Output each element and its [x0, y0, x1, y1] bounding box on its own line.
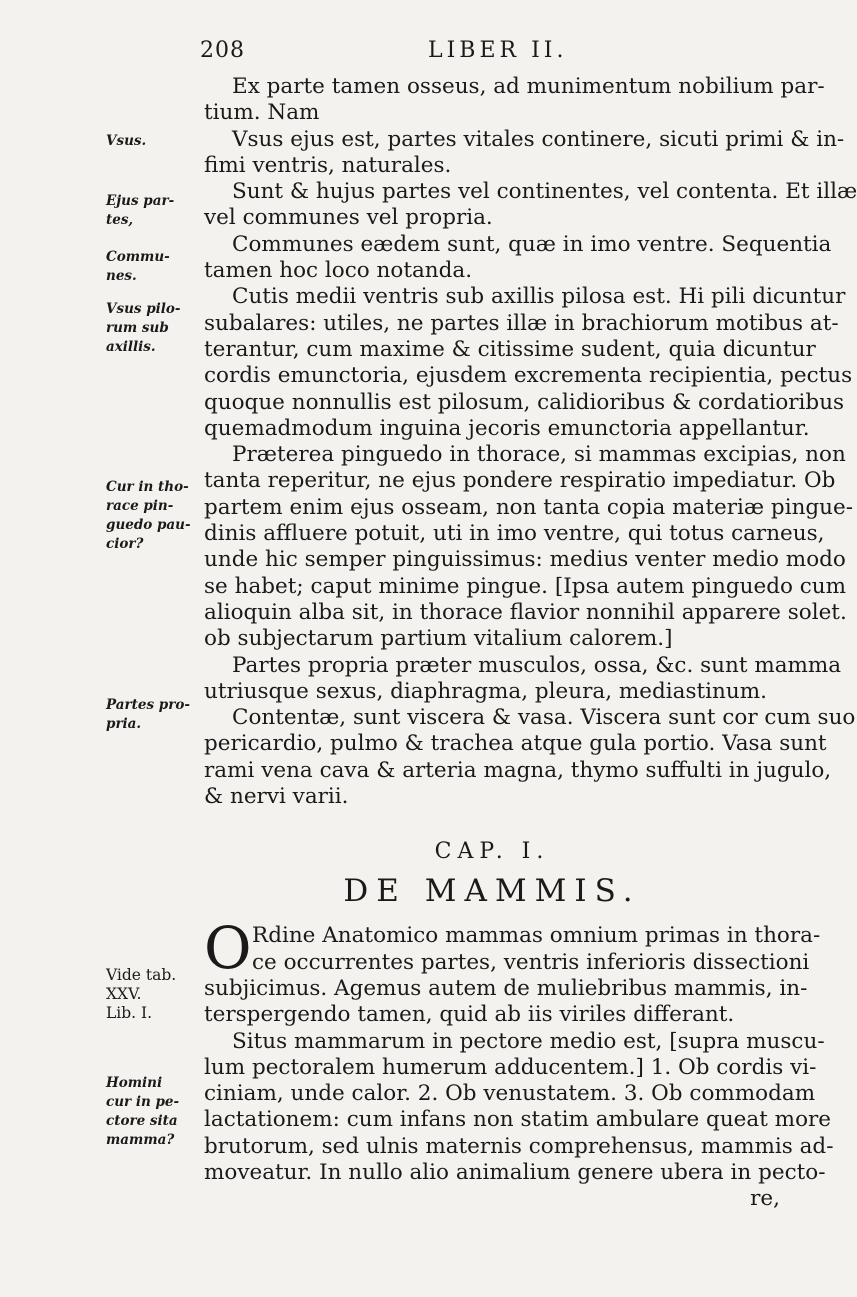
text-line: Cutis medii ventris sub axillis pilosa est. Hi pili dicuntur [232, 284, 846, 310]
text-line: ce occurrentes partes, ventris inferioris dissectioni [252, 949, 810, 975]
running-head [200, 38, 780, 70]
text-line: cordis emunctoria, ejusdem excrementa recipientia, pectus [204, 363, 853, 389]
text-line: Situs mammarum in pectore medio est, [supra muscu- [232, 1028, 825, 1054]
text-line: subalares: utiles, ne partes illæ in brachiorum motibus at- [204, 310, 839, 336]
margin-note-homini: Homini cur in pe- ctore sita mamma? [106, 1075, 180, 1148]
margin-note-vide-tab: Vide tab. XXV. Lib. I. [106, 966, 177, 1022]
text-line: alioquin alba sit, in thorace flavior nonnihil apparere solet. [204, 599, 847, 625]
text-line: fimi ventris, naturales. [204, 152, 452, 178]
book-title: LIBER II. [428, 38, 568, 63]
text-line: rami vena cava & arteria magna, thymo suffulti in jugulo, [204, 757, 832, 783]
text-line: ob subjectarum partium vitalium calorem.] [204, 626, 673, 652]
text-line: Contentæ, sunt viscera & vasa. Viscera sunt cor cum suo [232, 705, 856, 731]
text-line: partem enim ejus osseam, non tanta copia materiæ pingue- [204, 494, 854, 520]
text-line: se habet; caput minime pingue. [Ipsa autem pinguedo cum [204, 573, 847, 599]
catchword: re, [750, 1186, 780, 1212]
text-line: vel communes vel propria. [204, 205, 493, 231]
body-text [204, 74, 857, 1213]
text-line: quoque nonnullis est pilosum, calidioribus & cordatioribus [204, 389, 845, 415]
text-line: lum pectoralem humerum adducentem.] 1. Ob cordis vi- [204, 1054, 817, 1080]
margin-note-usus: Vsus. [106, 133, 147, 149]
text-line: terantur, cum maxime & citissime sudent, quia dicuntur [204, 336, 816, 362]
text-line: moveatur. In nullo alio animalium genere ubera in pecto- [204, 1159, 826, 1185]
text-line: Rdine Anatomico mammas omnium primas in thora- [252, 923, 821, 949]
text-line: Vsus ejus est, partes vitales continere, sicuti primi & in- [232, 126, 845, 152]
chapter-label: CAP. I. [434, 839, 550, 865]
text-line: brutorum, sed ulnis maternis comprehensus, mammis ad- [204, 1133, 834, 1159]
text-line: terspergendo tamen, quid ab iis viriles differant. [204, 1002, 735, 1028]
text-line: utriusque sexus, diaphragma, pleura, mediastinum. [204, 678, 767, 704]
text-line: Sunt & hujus partes vel continentes, vel contenta. Et illæ [232, 179, 857, 205]
margin-note-pinguedo: Cur in tho- race pin- guedo pau- cior? [106, 479, 191, 552]
text-line: Præterea pinguedo in thorace, si mammas excipias, non [232, 442, 846, 468]
text-line: Communes eædem sunt, quæ in imo ventre. Sequentia [232, 231, 832, 257]
text-line: tium. Nam [204, 100, 320, 126]
text-line: ciniam, unde calor. 2. Ob venustatem. 3. Ob commodam [204, 1081, 816, 1107]
text-line: Partes propria præter musculos, ossa, &c. sunt mamma [232, 652, 842, 678]
text-line: unde hic semper pinguissimus: medius venter medio modo [204, 547, 846, 573]
text-line: lactationem: cum infans non statim ambulare queat more [204, 1107, 832, 1133]
chapter-title: DE MAMMIS. [343, 873, 641, 910]
text-line: subjicimus. Agemus autem de muliebribus mammis, in- [204, 975, 808, 1001]
margin-note-partes-propriae: Partes pro- pria. [106, 697, 190, 732]
text-line: Ex parte tamen osseus, ad munimentum nobilium par- [232, 74, 825, 99]
page-number: 208 [200, 38, 245, 63]
text-line: & nervi varii. [204, 784, 349, 810]
margin-note-ejus-partes: Ejus par- tes, [106, 193, 175, 228]
text-line: dinis affluere potuit, uti in imo ventre, qui totus carneus, [204, 521, 825, 547]
text-line: pericardio, pulmo & trachea atque gula portio. Vasa sunt [204, 731, 827, 757]
drop-cap: O [204, 914, 252, 983]
text-line: tanta reperitur, ne ejus pondere respiratio impediatur. Ob [204, 468, 836, 494]
margin-note-communes: Commu- nes. [106, 249, 170, 284]
chapter-text [204, 914, 834, 1212]
text-line: tamen hoc loco notanda. [204, 258, 473, 284]
margin-note-usus-pilorum: Vsus pilo- rum sub axillis. [106, 301, 181, 355]
text-line: quemadmodum inguina jecoris emunctoria appellantur. [204, 415, 810, 441]
